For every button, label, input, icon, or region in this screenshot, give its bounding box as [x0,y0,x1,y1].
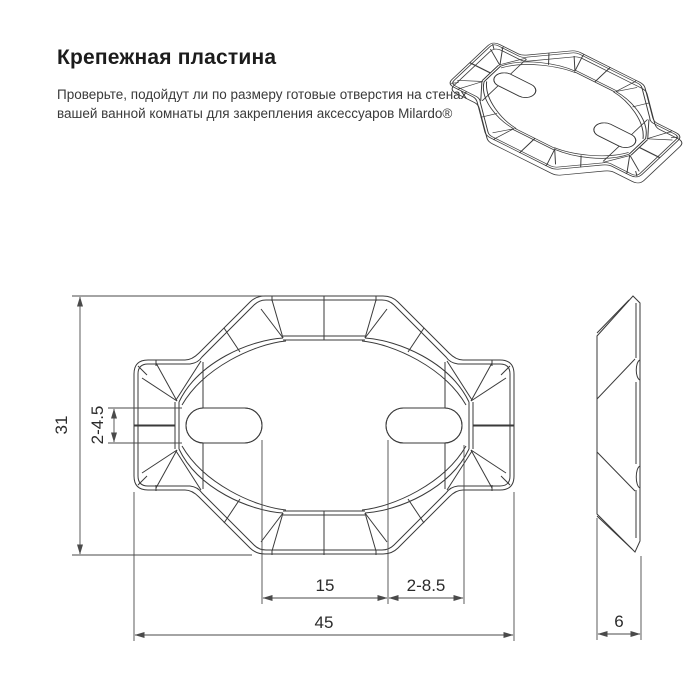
dimension-slot-length-label: 2-8.5 [406,576,446,595]
isometric-view [425,20,700,206]
side-view [597,296,640,552]
dimension-slot-spacing-label: 15 [315,576,335,595]
dimension-width-label: 45 [314,613,334,632]
description-line-1: Проверьте, подойдут ли по размеру готовые отверстия на стенах [57,87,468,102]
dimension-lines [72,296,641,641]
page-title: Крепежная пластина [57,46,277,69]
dimension-slot-height-label: 2-4.5 [88,405,107,445]
dimension-thickness-label: 6 [614,612,624,631]
front-view [134,296,514,555]
description-line-2: вашей ванной комнаты для закрепления аксессуаров Milardo® [57,105,453,121]
dimension-height-label: 31 [52,415,71,435]
